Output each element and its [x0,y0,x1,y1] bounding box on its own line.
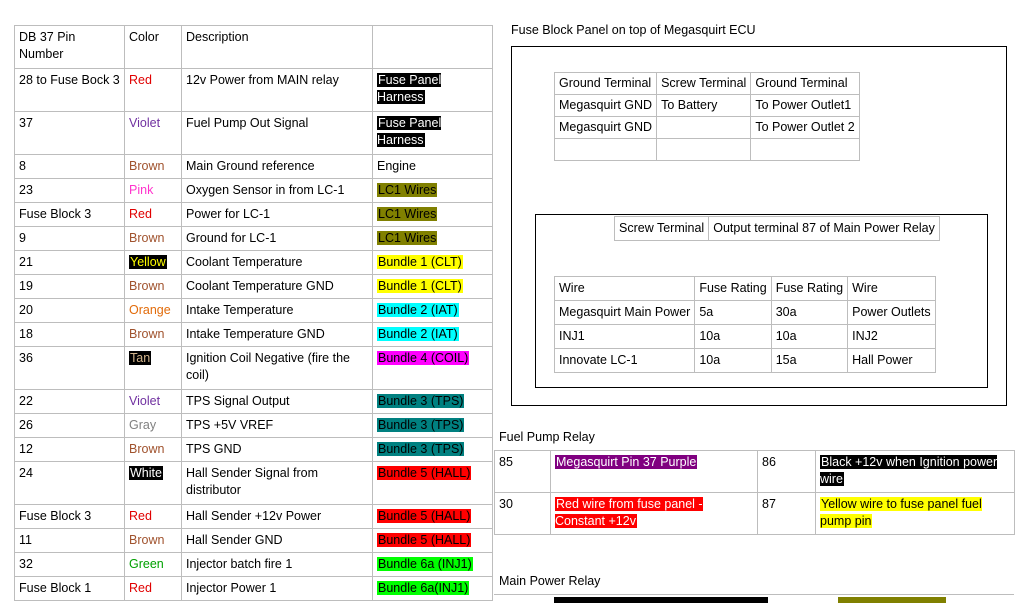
header-destination [373,26,493,69]
pin-cell: 32 [15,553,125,577]
table-row [15,299,493,323]
pin-cell: Fuse Block 1 [15,577,125,601]
relay-output-header [614,216,940,241]
dest-cell [373,414,493,438]
connection-label: Megasquirt Pin 37 Purple [556,455,697,469]
wire-color: Orange [129,303,171,317]
table-cell: Ground Terminal [751,73,859,95]
desc-cell: Coolant Temperature [182,251,373,275]
highlight-bar [554,597,768,603]
table-cell [657,117,751,139]
dest-label: LC1 Wires [378,231,437,245]
dest-label: Bundle 6a (INJ1) [378,557,472,571]
table-row [15,414,493,438]
color-cell [125,179,182,203]
dest-cell [373,251,493,275]
wire-color: Brown [129,533,165,547]
table-cell: INJ2 [848,325,936,349]
pin-cell: 26 [15,414,125,438]
relay-connection [551,451,758,493]
wire-color: Violet [129,394,161,408]
table-cell: Screw Terminal [657,73,751,95]
header-description: Description [182,26,373,69]
table-row [15,69,493,112]
table-cell: 30a [771,301,847,325]
table-cell: Megasquirt GND [555,95,657,117]
table-row [555,73,860,95]
table-cell: Megasquirt Main Power [555,301,695,325]
dest-cell [373,203,493,227]
wire-color: Violet [129,116,161,130]
relay-connection [551,493,758,535]
dest-cell [373,462,493,505]
table-row [15,577,493,601]
color-cell [125,553,182,577]
table-row [555,325,936,349]
relay-connection [816,451,1015,493]
table-row [15,347,493,390]
table-cell: Power Outlets [848,301,936,325]
pin-cell: 21 [15,251,125,275]
dest-cell [373,323,493,347]
table-row [495,451,1015,493]
dest-label: LC1 Wires [378,207,437,221]
dest-label: Engine [377,159,416,173]
fuse-block-panel-title: Fuse Block Panel on top of Megasquirt ECU [511,23,756,37]
table-row [555,95,860,117]
table-row [15,462,493,505]
relay-pin: 87 [758,493,816,535]
table-cell: To Power Outlet1 [751,95,859,117]
highlight-bar [838,597,946,603]
wire-color: Red [129,581,152,595]
table-cell: 15a [771,349,847,373]
pin-cell: 23 [15,179,125,203]
pin-cell: 12 [15,438,125,462]
desc-cell: Fuel Pump Out Signal [182,112,373,155]
table-row [615,217,940,241]
dest-label: Bundle 6a(INJ1) [378,581,469,595]
connection-label: Red wire from fuse panel - Constant +12v [555,497,703,528]
desc-cell: Power for LC-1 [182,203,373,227]
pin-cell: 24 [15,462,125,505]
table-row [15,323,493,347]
dest-label: Bundle 4 (COIL) [378,351,469,365]
table-row [555,139,860,161]
pin-cell: 9 [15,227,125,251]
table-row [15,227,493,251]
wire-color: Gray [129,418,157,432]
table-cell [657,139,751,161]
desc-cell: Coolant Temperature GND [182,275,373,299]
color-cell [125,390,182,414]
pin-table-header [15,26,493,69]
wire-color: Brown [129,159,165,173]
table-cell: To Power Outlet 2 [751,117,859,139]
table-row [15,505,493,529]
table-row [555,277,936,301]
table-cell [751,139,859,161]
wire-color: Pink [129,183,154,197]
dest-label: Bundle 3 (TPS) [378,394,464,408]
main-power-relay-title: Main Power Relay [499,574,601,588]
dest-label: Bundle 1 (CLT) [378,279,462,293]
table-cell: Wire [555,277,695,301]
dest-label: Fuse Panel Harness [377,73,442,104]
pin-table [14,25,493,601]
dest-cell [373,155,493,179]
pin-cell: 37 [15,112,125,155]
wire-color: White [130,466,162,480]
color-cell [125,323,182,347]
table-row [15,390,493,414]
dest-label: Bundle 3 (TPS) [378,418,464,432]
wire-color: Tan [130,351,151,365]
table-row [15,438,493,462]
color-cell [125,69,182,112]
table-cell: To Battery [657,95,751,117]
fuel-pump-relay-table [494,450,1015,535]
table-cell: 10a [771,325,847,349]
desc-cell: TPS +5V VREF [182,414,373,438]
header-color: Color [125,26,182,69]
desc-cell: Hall Sender Signal from distributor [182,462,373,505]
dest-cell [373,438,493,462]
dest-cell [373,553,493,577]
desc-cell: Intake Temperature GND [182,323,373,347]
dest-label: Bundle 1 (CLT) [378,255,462,269]
table-cell: 5a [695,301,771,325]
dest-label: Bundle 5 (HALL) [378,509,471,523]
desc-cell: Hall Sender GND [182,529,373,553]
table-row [495,493,1015,535]
dest-cell [373,299,493,323]
dest-cell [373,227,493,251]
ground-terminal-table [554,72,860,161]
pin-cell: 28 to Fuse Bock 3 [15,69,125,112]
wire-color: Green [129,557,164,571]
desc-cell: Main Ground reference [182,155,373,179]
table-cell: Fuse Rating [695,277,771,301]
connection-label: Black +12v when Ignition power wire [820,455,998,486]
header-pin: DB 37 Pin Number [15,26,125,69]
color-cell [125,275,182,299]
pin-cell: 18 [15,323,125,347]
dest-cell [373,577,493,601]
color-cell [125,438,182,462]
dest-cell [373,505,493,529]
table-cell: INJ1 [555,325,695,349]
desc-cell: TPS GND [182,438,373,462]
table-cell: Fuse Rating [771,277,847,301]
table-cell: 10a [695,325,771,349]
color-cell [125,462,182,505]
dest-cell [373,112,493,155]
table-row [15,112,493,155]
table-row [15,203,493,227]
pin-cell: 19 [15,275,125,299]
dest-label: Bundle 3 (TPS) [378,442,464,456]
color-cell [125,155,182,179]
dest-cell [373,529,493,553]
pin-cell: 36 [15,347,125,390]
wire-color: Red [129,207,152,221]
table-cell: Hall Power [848,349,936,373]
wire-color: Brown [129,231,165,245]
color-cell [125,112,182,155]
fuse-rating-table [554,276,936,373]
wire-color: Brown [129,442,165,456]
table-cell: Innovate LC-1 [555,349,695,373]
pin-cell: 11 [15,529,125,553]
dest-cell [373,390,493,414]
table-cell: Output terminal 87 of Main Power Relay [709,217,940,241]
relay-connection [816,493,1015,535]
color-cell [125,577,182,601]
color-cell [125,299,182,323]
desc-cell: 12v Power from MAIN relay [182,69,373,112]
wire-color: Yellow [130,255,166,269]
pin-cell: Fuse Block 3 [15,505,125,529]
table-cell: 10a [695,349,771,373]
dest-label: Bundle 2 (IAT) [378,327,458,341]
desc-cell: TPS Signal Output [182,390,373,414]
fuel-pump-relay-title: Fuel Pump Relay [499,430,595,444]
table-cell: Ground Terminal [555,73,657,95]
dest-label: Bundle 5 (HALL) [378,466,471,480]
relay-pin: 86 [758,451,816,493]
pin-cell: 22 [15,390,125,414]
table-row [15,179,493,203]
table-row [15,529,493,553]
table-row [555,301,936,325]
color-cell [125,251,182,275]
desc-cell: Injector Power 1 [182,577,373,601]
table-row [15,251,493,275]
wire-color: Red [129,509,152,523]
desc-cell: Hall Sender +12v Power [182,505,373,529]
dest-cell [373,347,493,390]
table-row [15,553,493,577]
wire-color: Brown [129,327,165,341]
table-row [15,275,493,299]
color-cell [125,529,182,553]
pin-cell: 20 [15,299,125,323]
table-cell: Megasquirt GND [555,117,657,139]
desc-cell: Oxygen Sensor in from LC-1 [182,179,373,203]
color-cell [125,414,182,438]
desc-cell: Injector batch fire 1 [182,553,373,577]
table-cell: Screw Terminal [615,217,709,241]
desc-cell: Ignition Coil Negative (fire the coil) [182,347,373,390]
pin-cell: Fuse Block 3 [15,203,125,227]
wire-color: Red [129,73,152,87]
table-row [555,349,936,373]
dest-label: Bundle 2 (IAT) [378,303,458,317]
color-cell [125,347,182,390]
color-cell [125,203,182,227]
table-cell: Wire [848,277,936,301]
wire-color: Brown [129,279,165,293]
table-cell [555,139,657,161]
dest-cell [373,179,493,203]
dest-cell [373,275,493,299]
table-row [555,117,860,139]
dest-label: LC1 Wires [378,183,437,197]
desc-cell: Ground for LC-1 [182,227,373,251]
relay-pin: 30 [495,493,551,535]
relay-pin: 85 [495,451,551,493]
color-cell [125,505,182,529]
pin-cell: 8 [15,155,125,179]
table-row [15,155,493,179]
desc-cell: Intake Temperature [182,299,373,323]
dest-label: Fuse Panel Harness [377,116,442,147]
dest-cell [373,69,493,112]
dest-label: Bundle 5 (HALL) [378,533,471,547]
color-cell [125,227,182,251]
connection-label: Yellow wire to fuse panel fuel pump pin [820,497,982,528]
